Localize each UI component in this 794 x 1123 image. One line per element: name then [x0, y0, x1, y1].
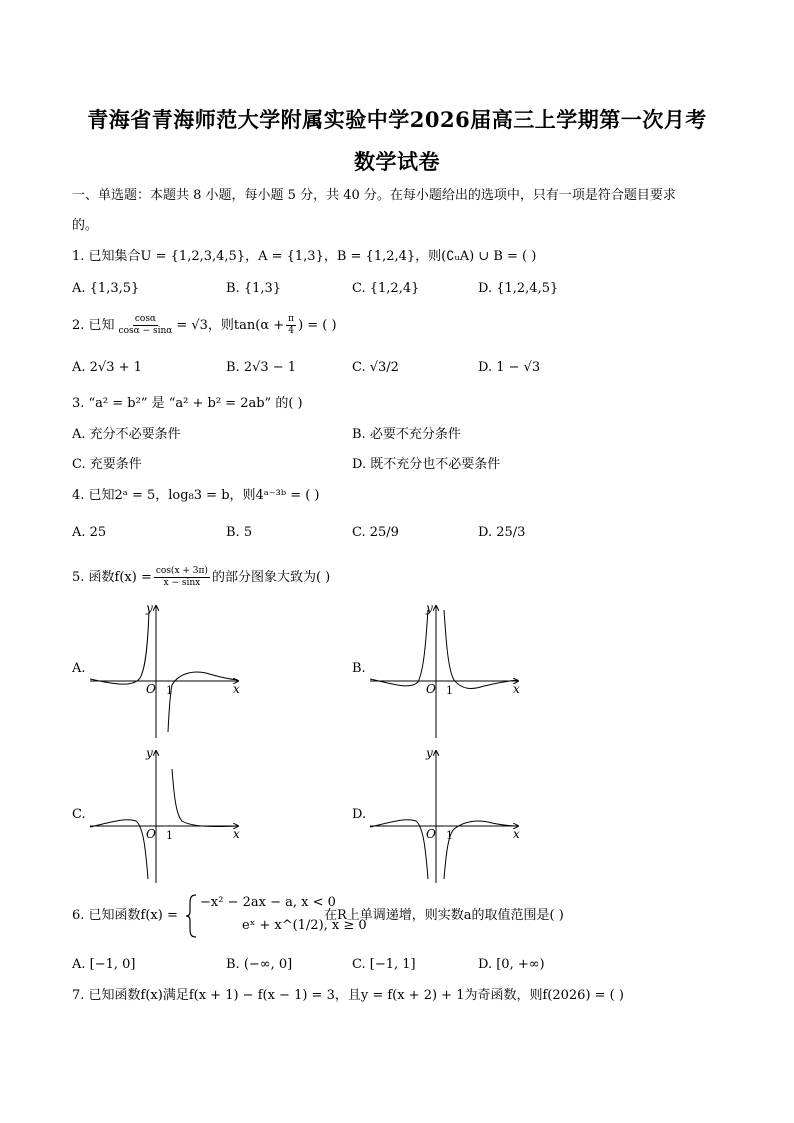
q2-option-c: C. √3/2: [352, 360, 399, 375]
q5-graph-a: [88, 600, 248, 740]
y-label: y: [146, 746, 153, 760]
q6-case-2: eˣ + x^(1/2), x ≥ 0: [242, 918, 367, 933]
q3-option-c: C. 充要条件: [72, 457, 142, 472]
q3-option-a: A. 充分不必要条件: [72, 427, 181, 442]
section-heading: 一、单选题：本题共 8 小题，每小题 5 分，共 40 分。在每小题给出的选项中，只有一项是符合题目要求: [72, 188, 676, 203]
q2-stem-prefix: 2. 已知: [72, 318, 115, 333]
q3-option-d: D. 既不充分也不必要条件: [352, 457, 501, 472]
q5-fraction: [154, 566, 210, 589]
q5-frac-num: cos(x + 3π): [155, 566, 208, 576]
q2-option-a: A. 2√3 + 1: [72, 360, 142, 375]
y-label: y: [426, 746, 433, 760]
one-label: 1: [446, 829, 453, 842]
q7-stem: 7. 已知函数f(x)满足f(x + 1) − f(x − 1) = 3，且y = f(x + 2) + 1为奇函数，则f(2026) = ( ): [72, 988, 624, 1003]
q1-stem: 1. 已知集合U = {1,2,3,4,5}，A = {1,3}，B = {1,2,4}，则(∁ᵤA) ∪ B = ( ): [72, 249, 537, 264]
q6-option-c: C. [−1, 1]: [352, 957, 416, 972]
one-label: 1: [166, 684, 173, 697]
q2-stem-suffix: ) = ( ): [298, 318, 337, 333]
y-label: y: [146, 601, 153, 615]
one-label: 1: [166, 829, 173, 842]
q2-frac-den: cosα − sinα: [118, 326, 173, 336]
q5-option-d-label: D.: [352, 807, 367, 822]
q4-option-c: C. 25/9: [352, 525, 399, 540]
y-label: y: [426, 601, 433, 615]
q3-option-b: B. 必要不充分条件: [352, 427, 461, 442]
q6-stem-suffix: 在R上单调递增，则实数a的取值范围是( ): [324, 908, 564, 923]
q2-frac2-num: π: [288, 314, 295, 324]
curve-left: [90, 610, 149, 684]
one-label: 1: [446, 684, 453, 697]
q5-frac-den: x − sinx: [163, 578, 201, 588]
origin-label: O: [426, 682, 436, 696]
q6-option-d: D. [0, +∞): [478, 957, 545, 972]
x-label: x: [513, 682, 520, 696]
q6-option-a: A. [−1, 0]: [72, 957, 136, 972]
q2-option-b: B. 2√3 − 1: [226, 360, 297, 375]
q5-stem: [72, 566, 330, 589]
x-label: x: [513, 827, 520, 841]
q4-option-d: D. 25/3: [478, 525, 526, 540]
curve-right: [444, 610, 518, 688]
q2-frac-num: cosα: [134, 314, 157, 324]
q2-fraction: [117, 314, 175, 337]
q5-option-b-label: B.: [352, 661, 366, 676]
q5-option-c-label: C.: [72, 807, 86, 822]
q6-case-1: −x² − 2ax − a, x < 0: [200, 895, 336, 910]
q3-stem: 3. “a² = b²” 是 “a² + b² = 2ab” 的( ): [72, 396, 303, 411]
q2-stem-mid: = √3，则tan(α +: [176, 318, 285, 333]
exam-title: 青海省青海师范大学附属实验中学2026届高三上学期第一次月考: [87, 107, 707, 132]
q5-option-a-label: A.: [72, 661, 86, 676]
origin-label: O: [426, 827, 436, 841]
q2-frac2-den: 4: [288, 326, 294, 336]
section-heading-cont: 的。: [72, 218, 99, 233]
curve-left: [370, 820, 428, 879]
q2-option-d: D. 1 − √3: [478, 360, 541, 375]
q1-option-a: A. {1,3,5}: [72, 281, 140, 296]
curve-left: [90, 820, 148, 879]
q2-stem: [72, 314, 337, 337]
q1-option-d: D. {1,2,4,5}: [478, 281, 559, 296]
curve-right: [172, 769, 238, 826]
x-label: x: [233, 682, 240, 696]
q4-stem: 4. 已知2ᵃ = 5，log₈3 = b，则4ᵃ⁻³ᵇ = ( ): [72, 488, 320, 503]
q4-option-b: B. 5: [226, 525, 253, 540]
origin-label: O: [146, 682, 156, 696]
q5-stem-prefix: 5. 函数f(x) =: [72, 570, 152, 585]
q1-option-c: C. {1,2,4}: [352, 281, 420, 296]
curve-left: [370, 610, 428, 686]
q5-stem-suffix: 的部分图象大致为( ): [211, 570, 331, 585]
q5-graph-d: [368, 745, 528, 885]
origin-label: O: [146, 827, 156, 841]
q5-graph-b: [368, 600, 528, 740]
x-label: x: [233, 827, 240, 841]
q5-graph-c: [88, 745, 248, 885]
exam-subtitle: 数学试卷: [354, 149, 440, 174]
q2-fraction-2: [286, 314, 296, 337]
curve-right: [444, 821, 518, 879]
q6-option-b: B. (−∞, 0]: [226, 957, 293, 972]
q4-option-a: A. 25: [72, 525, 107, 540]
q6-stem-prefix: 6. 已知函数f(x) =: [72, 908, 178, 923]
q1-option-b: B. {1,3}: [226, 281, 282, 296]
piecewise-brace-icon: [184, 893, 198, 939]
